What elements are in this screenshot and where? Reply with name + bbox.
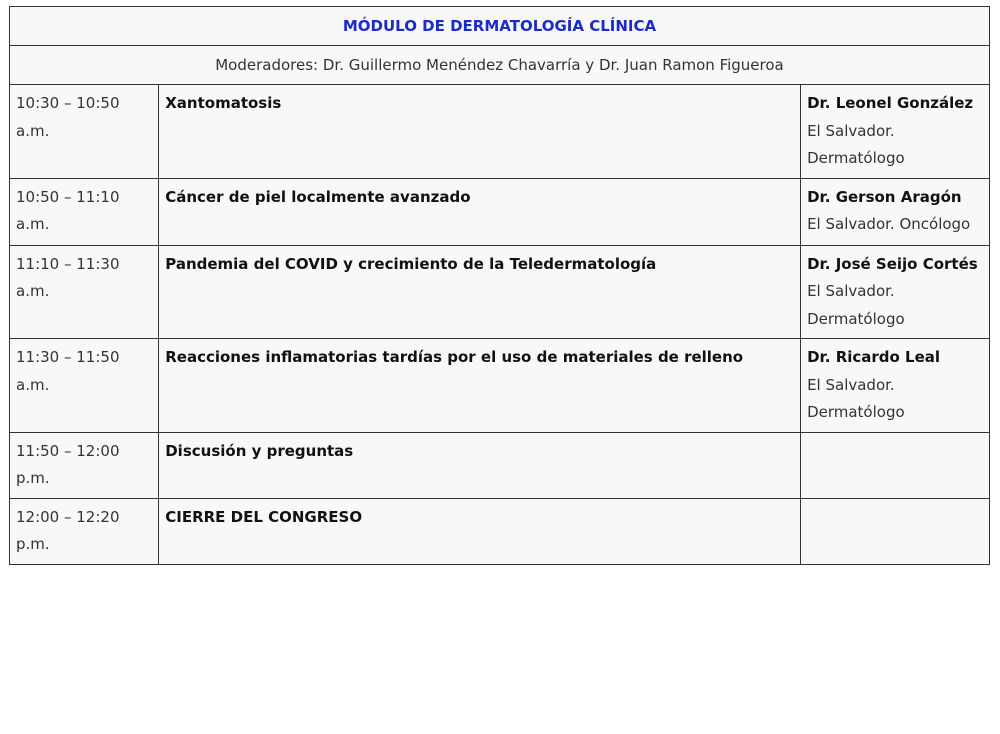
session-topic: Xantomatosis — [159, 85, 801, 179]
session-topic: CIERRE DEL CONGRESO — [159, 498, 801, 564]
session-time: 10:50 – 11:10 a.m. — [10, 178, 159, 245]
session-speaker-cell — [801, 85, 990, 179]
speaker-name: Dr. José Seijo Cortés — [807, 254, 978, 273]
table-row — [10, 85, 990, 179]
session-time: 11:30 – 11:50 a.m. — [10, 339, 159, 433]
session-time: 11:10 – 11:30 a.m. — [10, 245, 159, 339]
speaker-affiliation: El Salvador. Dermatólogo — [807, 121, 905, 167]
table-row — [10, 178, 990, 245]
session-time: 11:50 – 12:00 p.m. — [10, 432, 159, 498]
table-row — [10, 498, 990, 564]
moderators-row — [10, 46, 990, 85]
speaker-affiliation: El Salvador. Dermatólogo — [807, 375, 905, 421]
session-speaker-cell — [801, 339, 990, 433]
session-speaker-cell — [801, 178, 990, 245]
speaker-affiliation: El Salvador. Dermatólogo — [807, 282, 905, 328]
session-topic: Discusión y preguntas — [159, 432, 801, 498]
table-row — [10, 245, 990, 339]
module-title-row — [10, 7, 990, 46]
speaker-name: Dr. Ricardo Leal — [807, 348, 941, 366]
session-speaker-cell — [801, 245, 990, 339]
session-speaker-cell — [801, 432, 990, 498]
speaker-name: Dr. Gerson Aragón — [807, 187, 962, 206]
session-topic: Cáncer de piel localmente avanzado — [159, 178, 801, 245]
speaker-affiliation: El Salvador. Oncólogo — [807, 215, 971, 233]
session-time: 10:30 – 10:50 a.m. — [10, 85, 159, 179]
moderators: Moderadores: Dr. Guillermo Menéndez Chavarría y Dr. Juan Ramon Figueroa — [10, 46, 990, 85]
session-topic: Pandemia del COVID y crecimiento de la Teledermatología — [159, 245, 801, 339]
session-topic: Reacciones inflamatorias tardías por el uso de materiales de relleno — [159, 339, 801, 433]
module-title: MÓDULO DE DERMATOLOGÍA CLÍNICA — [10, 7, 990, 46]
program-sheet — [9, 6, 990, 565]
session-time: 12:00 – 12:20 p.m. — [10, 498, 159, 564]
speaker-name: Dr. Leonel González — [807, 94, 974, 112]
schedule-table — [9, 6, 990, 565]
table-row — [10, 432, 990, 498]
table-row — [10, 339, 990, 433]
session-speaker-cell — [801, 498, 990, 564]
